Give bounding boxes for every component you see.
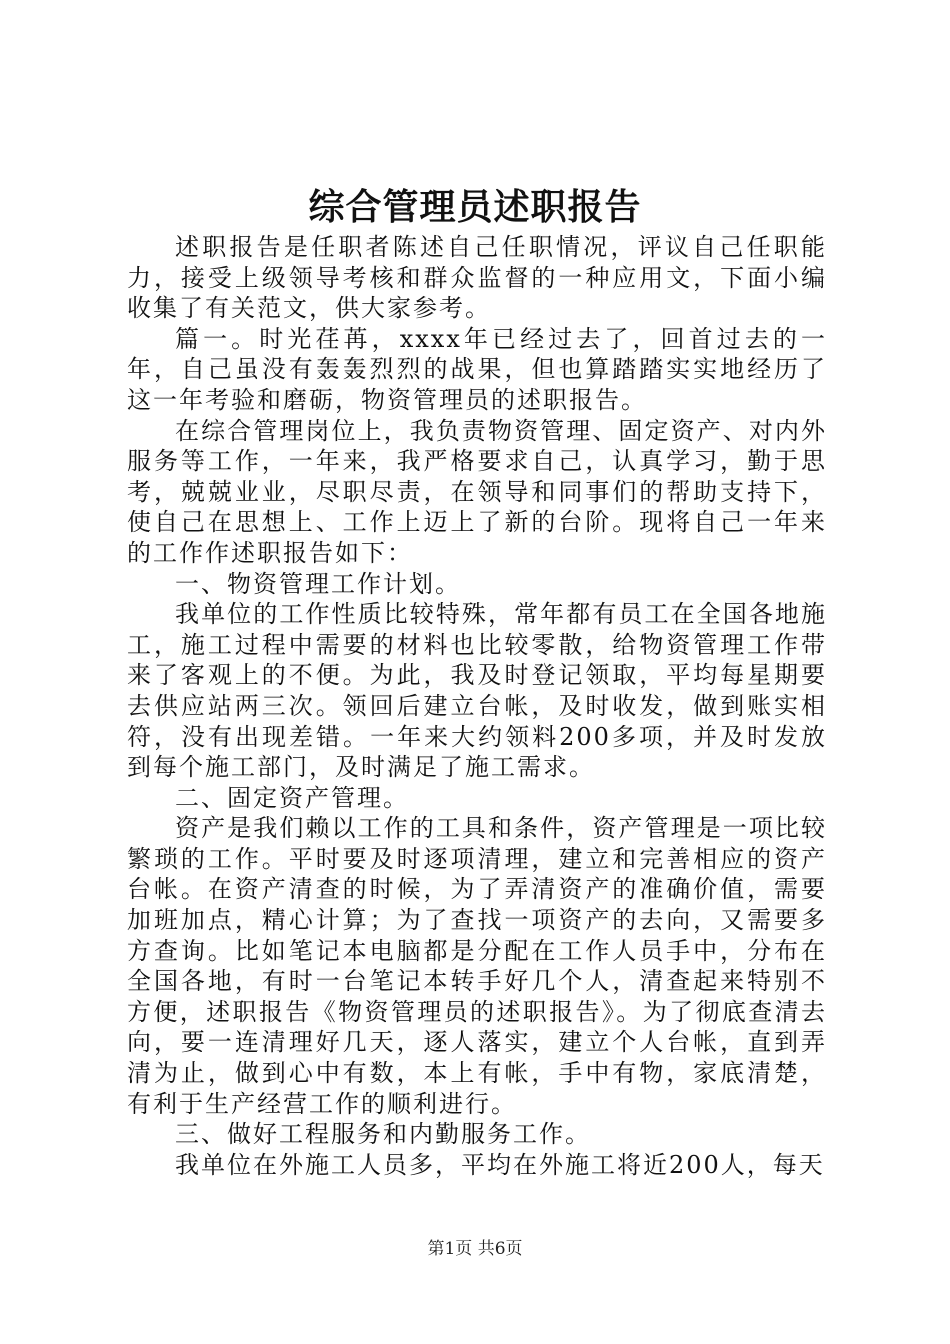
paragraph-role-overview: 在综合管理岗位上，我负责物资管理、固定资产、对内外服务等工作，一年来，我严格要求自己，认真学习，勤于思考，兢兢业业，尽职尽责，在领导和同事们的帮助支持下，使自己在思想上、工作上迈上了新的台阶。现将自己一年来的工作作述职报告如下： bbox=[127, 416, 827, 567]
paragraph-part-one: 篇一。时光荏苒，xxxx年已经过去了，回首过去的一年，自己虽没有轰轰烈烈的战果，但也算踏踏实实地经历了这一年考验和磨砺，物资管理员的述职报告。 bbox=[127, 324, 827, 414]
document-title: 综合管理员述职报告 bbox=[308, 186, 642, 228]
paragraph-intro: 述职报告是任职者陈述自己任职情况，评议自己任职能力，接受上级领导考核和群众监督的一种应用文，下面小编收集了有关范文，供大家参考。 bbox=[127, 233, 827, 323]
page-number-footer: 第1页 共6页 bbox=[427, 1239, 523, 1259]
paragraph-material-management: 我单位的工作性质比较特殊，常年都有员工在全国各地施工，施工过程中需要的材料也比较零散，给物资管理工作带来了客观上的不便。为此，我及时登记领取，平均每星期要去供应站两三次。领回后建立台帐，及时收发，做到账实相符，没有出现差错。一年来大约领料200多项，并及时发放到每个施工部门，及时满足了施工需求。 bbox=[127, 600, 827, 782]
section-heading-fixed-assets: 二、固定资产管理。 bbox=[175, 783, 409, 812]
section-heading-engineering-service: 三、做好工程服务和内勤服务工作。 bbox=[175, 1120, 591, 1149]
section-heading-material-management: 一、物资管理工作计划。 bbox=[175, 569, 461, 598]
paragraph-engineering-service: 我单位在外施工人员多，平均在外施工将近200人，每天 bbox=[175, 1150, 825, 1179]
document-body bbox=[127, 232, 827, 1180]
paragraph-fixed-assets: 资产是我们赖以工作的工具和条件，资产管理是一项比较繁琐的工作。平时要及时逐项清理，建立和完善相应的资产台帐。在资产清查的时候，为了弄清资产的准确价值，需要加班加点，精心计算；为了查找一项资产的去向，又需要多方查询。比如笔记本电脑都是分配在工作人员手中，分布在全国各地，有时一台笔记本转手好几个人，清查起来特别不方便，述职报告《物资管理员的述职报告》。为了彻底查清去向，要一连清理好几天，逐人落实，建立个人台帐，直到弄清为止，做到心中有数，本上有帐，手中有物，家底清楚，有利于生产经营工作的顺利进行。 bbox=[127, 814, 827, 1118]
